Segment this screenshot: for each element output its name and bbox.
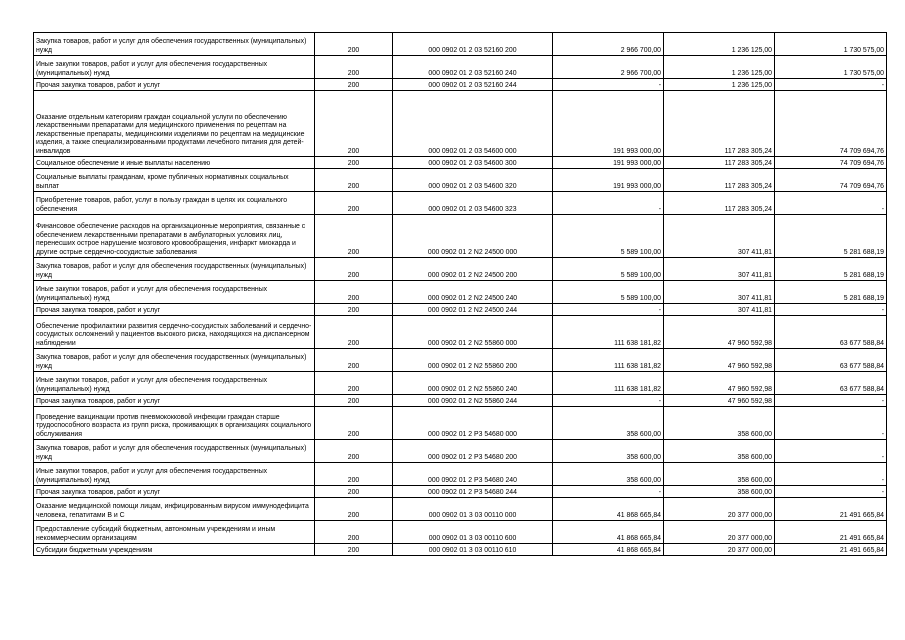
row-executed-cell: 307 411,81 xyxy=(664,215,775,258)
table-row xyxy=(34,440,887,463)
row-executed-cell: 20 377 000,00 xyxy=(664,544,775,556)
row-kbk-cell: 000 0902 01 2 N2 24500 244 xyxy=(393,304,553,316)
row-executed-cell: 47 960 592,98 xyxy=(664,316,775,349)
row-unexecuted-cell: 74 709 694,76 xyxy=(775,169,887,192)
row-executed-cell: 307 411,81 xyxy=(664,258,775,281)
table-row xyxy=(34,486,887,498)
row-approved-cell: 358 600,00 xyxy=(553,463,664,486)
table-body xyxy=(34,33,887,556)
row-executed-cell: 117 283 305,24 xyxy=(664,169,775,192)
row-name-cell: Финансовое обеспечение расходов на организационные мероприятия, связанные с обеспечением лекарственными препаратами в амбулаторных условиях лиц, перенесших острое нарушение мозгового кровообращения, инфаркт миокарда и другие острые сердечно-сосудистые заболевания xyxy=(34,215,315,258)
row-name-cell: Приобретение товаров, работ, услуг в пользу граждан в целях их социального обеспечения xyxy=(34,192,315,215)
row-kbk-cell: 000 0902 01 2 N2 55860 200 xyxy=(393,349,553,372)
row-approved-cell: 111 638 181,82 xyxy=(553,372,664,395)
row-unexecuted-cell: 21 491 665,84 xyxy=(775,521,887,544)
row-kbk-cell: 000 0902 01 2 03 52160 244 xyxy=(393,79,553,91)
row-name-cell: Закупка товаров, работ и услуг для обеспечения государственных (муниципальных) нужд xyxy=(34,258,315,281)
row-name-cell: Закупка товаров, работ и услуг для обеспечения государственных (муниципальных) нужд xyxy=(34,33,315,56)
row-kbk-cell: 000 0902 01 3 03 00110 610 xyxy=(393,544,553,556)
row-unexecuted-cell: 1 730 575,00 xyxy=(775,33,887,56)
row-kbk-cell: 000 0902 01 2 N2 55860 240 xyxy=(393,372,553,395)
row-code-cell: 200 xyxy=(315,169,393,192)
table-row xyxy=(34,316,887,349)
row-unexecuted-cell: - xyxy=(775,486,887,498)
row-name-cell: Иные закупки товаров, работ и услуг для обеспечения государственных (муниципальных) нужд xyxy=(34,463,315,486)
row-name-cell: Оказание медицинской помощи лицам, инфицированным вирусом иммунодефицита человека, гепатитами B и C xyxy=(34,498,315,521)
table-row xyxy=(34,169,887,192)
row-kbk-cell: 000 0902 01 2 N2 24500 200 xyxy=(393,258,553,281)
table-row xyxy=(34,407,887,440)
row-code-cell: 200 xyxy=(315,56,393,79)
row-unexecuted-cell: - xyxy=(775,395,887,407)
table-row xyxy=(34,192,887,215)
row-executed-cell: 47 960 592,98 xyxy=(664,395,775,407)
row-code-cell: 200 xyxy=(315,407,393,440)
table-row xyxy=(34,372,887,395)
row-approved-cell: - xyxy=(553,304,664,316)
table-row xyxy=(34,33,887,56)
table-row xyxy=(34,521,887,544)
row-unexecuted-cell: 63 677 588,84 xyxy=(775,372,887,395)
row-approved-cell: 191 993 000,00 xyxy=(553,157,664,169)
row-approved-cell: 191 993 000,00 xyxy=(553,91,664,157)
row-name-cell: Субсидии бюджетным учреждениям xyxy=(34,544,315,556)
row-approved-cell: 41 868 665,84 xyxy=(553,498,664,521)
row-code-cell: 200 xyxy=(315,372,393,395)
row-name-cell: Предоставление субсидий бюджетным, автономным учреждениям и иным некоммерческим организациям xyxy=(34,521,315,544)
row-approved-cell: 358 600,00 xyxy=(553,407,664,440)
row-unexecuted-cell: - xyxy=(775,79,887,91)
row-executed-cell: 358 600,00 xyxy=(664,407,775,440)
row-unexecuted-cell: 63 677 588,84 xyxy=(775,316,887,349)
row-code-cell: 200 xyxy=(315,281,393,304)
row-approved-cell: - xyxy=(553,486,664,498)
row-kbk-cell: 000 0902 01 2 03 52160 200 xyxy=(393,33,553,56)
row-code-cell: 200 xyxy=(315,521,393,544)
row-kbk-cell: 000 0902 01 3 03 00110 600 xyxy=(393,521,553,544)
row-name-cell: Проведение вакцинации против пневмококковой инфекции граждан старше трудоспособного возраста из групп риска, проживающих в организациях социального обслуживания xyxy=(34,407,315,440)
row-kbk-cell: 000 0902 01 2 P3 54680 000 xyxy=(393,407,553,440)
row-executed-cell: 117 283 305,24 xyxy=(664,91,775,157)
row-executed-cell: 1 236 125,00 xyxy=(664,56,775,79)
budget-execution-table xyxy=(33,32,887,556)
row-approved-cell: 5 589 100,00 xyxy=(553,258,664,281)
row-kbk-cell: 000 0902 01 2 03 54600 000 xyxy=(393,91,553,157)
row-code-cell: 200 xyxy=(315,349,393,372)
row-unexecuted-cell: 1 730 575,00 xyxy=(775,56,887,79)
row-code-cell: 200 xyxy=(315,440,393,463)
row-code-cell: 200 xyxy=(315,463,393,486)
row-name-cell: Оказание отдельным категориям граждан социальной услуги по обеспечению лекарственными препаратами для медицинского применения по рецептам на лекарственные препараты, медицинскими изделиями по рецептам на медицинские изделия, а также специализированными продуктами лечебного питания для детей-инвалидов xyxy=(34,91,315,157)
row-name-cell: Закупка товаров, работ и услуг для обеспечения государственных (муниципальных) нужд xyxy=(34,440,315,463)
row-approved-cell: 41 868 665,84 xyxy=(553,544,664,556)
row-kbk-cell: 000 0902 01 2 P3 54680 200 xyxy=(393,440,553,463)
row-approved-cell: 111 638 181,82 xyxy=(553,316,664,349)
row-executed-cell: 20 377 000,00 xyxy=(664,498,775,521)
row-executed-cell: 307 411,81 xyxy=(664,281,775,304)
row-code-cell: 200 xyxy=(315,486,393,498)
table-row xyxy=(34,281,887,304)
row-unexecuted-cell: - xyxy=(775,440,887,463)
row-kbk-cell: 000 0902 01 2 03 52160 240 xyxy=(393,56,553,79)
table-row xyxy=(34,91,887,157)
table-row xyxy=(34,304,887,316)
row-executed-cell: 47 960 592,98 xyxy=(664,372,775,395)
row-code-cell: 200 xyxy=(315,192,393,215)
row-approved-cell: 41 868 665,84 xyxy=(553,521,664,544)
row-kbk-cell: 000 0902 01 2 P3 54680 240 xyxy=(393,463,553,486)
row-name-cell: Прочая закупка товаров, работ и услуг xyxy=(34,304,315,316)
row-code-cell: 200 xyxy=(315,316,393,349)
row-unexecuted-cell: - xyxy=(775,407,887,440)
table-row xyxy=(34,215,887,258)
row-code-cell: 200 xyxy=(315,395,393,407)
row-unexecuted-cell: 5 281 688,19 xyxy=(775,258,887,281)
row-code-cell: 200 xyxy=(315,304,393,316)
row-unexecuted-cell: 21 491 665,84 xyxy=(775,498,887,521)
row-approved-cell: 5 589 100,00 xyxy=(553,215,664,258)
row-unexecuted-cell: 5 281 688,19 xyxy=(775,281,887,304)
row-kbk-cell: 000 0902 01 2 N2 24500 240 xyxy=(393,281,553,304)
row-kbk-cell: 000 0902 01 2 N2 55860 244 xyxy=(393,395,553,407)
row-name-cell: Закупка товаров, работ и услуг для обеспечения государственных (муниципальных) нужд xyxy=(34,349,315,372)
row-approved-cell: 111 638 181,82 xyxy=(553,349,664,372)
row-code-cell: 200 xyxy=(315,544,393,556)
row-executed-cell: 358 600,00 xyxy=(664,463,775,486)
row-code-cell: 200 xyxy=(315,215,393,258)
row-approved-cell: - xyxy=(553,395,664,407)
row-executed-cell: 47 960 592,98 xyxy=(664,349,775,372)
row-approved-cell: 2 966 700,00 xyxy=(553,56,664,79)
row-unexecuted-cell: 5 281 688,19 xyxy=(775,215,887,258)
row-executed-cell: 117 283 305,24 xyxy=(664,157,775,169)
row-code-cell: 200 xyxy=(315,157,393,169)
row-executed-cell: 1 236 125,00 xyxy=(664,33,775,56)
row-approved-cell: - xyxy=(553,79,664,91)
row-unexecuted-cell: 63 677 588,84 xyxy=(775,349,887,372)
row-name-cell: Иные закупки товаров, работ и услуг для обеспечения государственных (муниципальных) нужд xyxy=(34,56,315,79)
row-name-cell: Обеспечение профилактики развития сердечно-сосудистых заболеваний и сердечно-сосудистых осложнений у пациентов высокого риска, находящихся на диспансерном наблюдении xyxy=(34,316,315,349)
row-kbk-cell: 000 0902 01 2 03 54600 323 xyxy=(393,192,553,215)
row-name-cell: Социальное обеспечение и иные выплаты населению xyxy=(34,157,315,169)
row-unexecuted-cell: 21 491 665,84 xyxy=(775,544,887,556)
row-kbk-cell: 000 0902 01 3 03 00110 000 xyxy=(393,498,553,521)
row-code-cell: 200 xyxy=(315,91,393,157)
row-executed-cell: 20 377 000,00 xyxy=(664,521,775,544)
table-row xyxy=(34,56,887,79)
row-name-cell: Прочая закупка товаров, работ и услуг xyxy=(34,486,315,498)
row-name-cell: Прочая закупка товаров, работ и услуг xyxy=(34,79,315,91)
row-code-cell: 200 xyxy=(315,498,393,521)
row-unexecuted-cell: - xyxy=(775,463,887,486)
table-row xyxy=(34,463,887,486)
row-kbk-cell: 000 0902 01 2 N2 24500 000 xyxy=(393,215,553,258)
row-approved-cell: - xyxy=(553,192,664,215)
row-unexecuted-cell: 74 709 694,76 xyxy=(775,91,887,157)
table-row xyxy=(34,395,887,407)
row-approved-cell: 2 966 700,00 xyxy=(553,33,664,56)
table-row xyxy=(34,79,887,91)
row-name-cell: Прочая закупка товаров, работ и услуг xyxy=(34,395,315,407)
row-kbk-cell: 000 0902 01 2 03 54600 300 xyxy=(393,157,553,169)
row-name-cell: Иные закупки товаров, работ и услуг для обеспечения государственных (муниципальных) нужд xyxy=(34,372,315,395)
table-row xyxy=(34,349,887,372)
row-executed-cell: 358 600,00 xyxy=(664,486,775,498)
table-row xyxy=(34,544,887,556)
row-approved-cell: 5 589 100,00 xyxy=(553,281,664,304)
row-executed-cell: 1 236 125,00 xyxy=(664,79,775,91)
row-code-cell: 200 xyxy=(315,258,393,281)
row-name-cell: Социальные выплаты гражданам, кроме публичных нормативных социальных выплат xyxy=(34,169,315,192)
row-code-cell: 200 xyxy=(315,33,393,56)
row-kbk-cell: 000 0902 01 2 P3 54680 244 xyxy=(393,486,553,498)
row-unexecuted-cell: - xyxy=(775,304,887,316)
row-kbk-cell: 000 0902 01 2 N2 55860 000 xyxy=(393,316,553,349)
row-executed-cell: 117 283 305,24 xyxy=(664,192,775,215)
table-row xyxy=(34,498,887,521)
row-code-cell: 200 xyxy=(315,79,393,91)
row-unexecuted-cell: - xyxy=(775,192,887,215)
table-row xyxy=(34,258,887,281)
row-executed-cell: 358 600,00 xyxy=(664,440,775,463)
row-approved-cell: 358 600,00 xyxy=(553,440,664,463)
row-approved-cell: 191 993 000,00 xyxy=(553,169,664,192)
row-unexecuted-cell: 74 709 694,76 xyxy=(775,157,887,169)
row-name-cell: Иные закупки товаров, работ и услуг для обеспечения государственных (муниципальных) нужд xyxy=(34,281,315,304)
row-kbk-cell: 000 0902 01 2 03 54600 320 xyxy=(393,169,553,192)
table-row xyxy=(34,157,887,169)
row-executed-cell: 307 411,81 xyxy=(664,304,775,316)
